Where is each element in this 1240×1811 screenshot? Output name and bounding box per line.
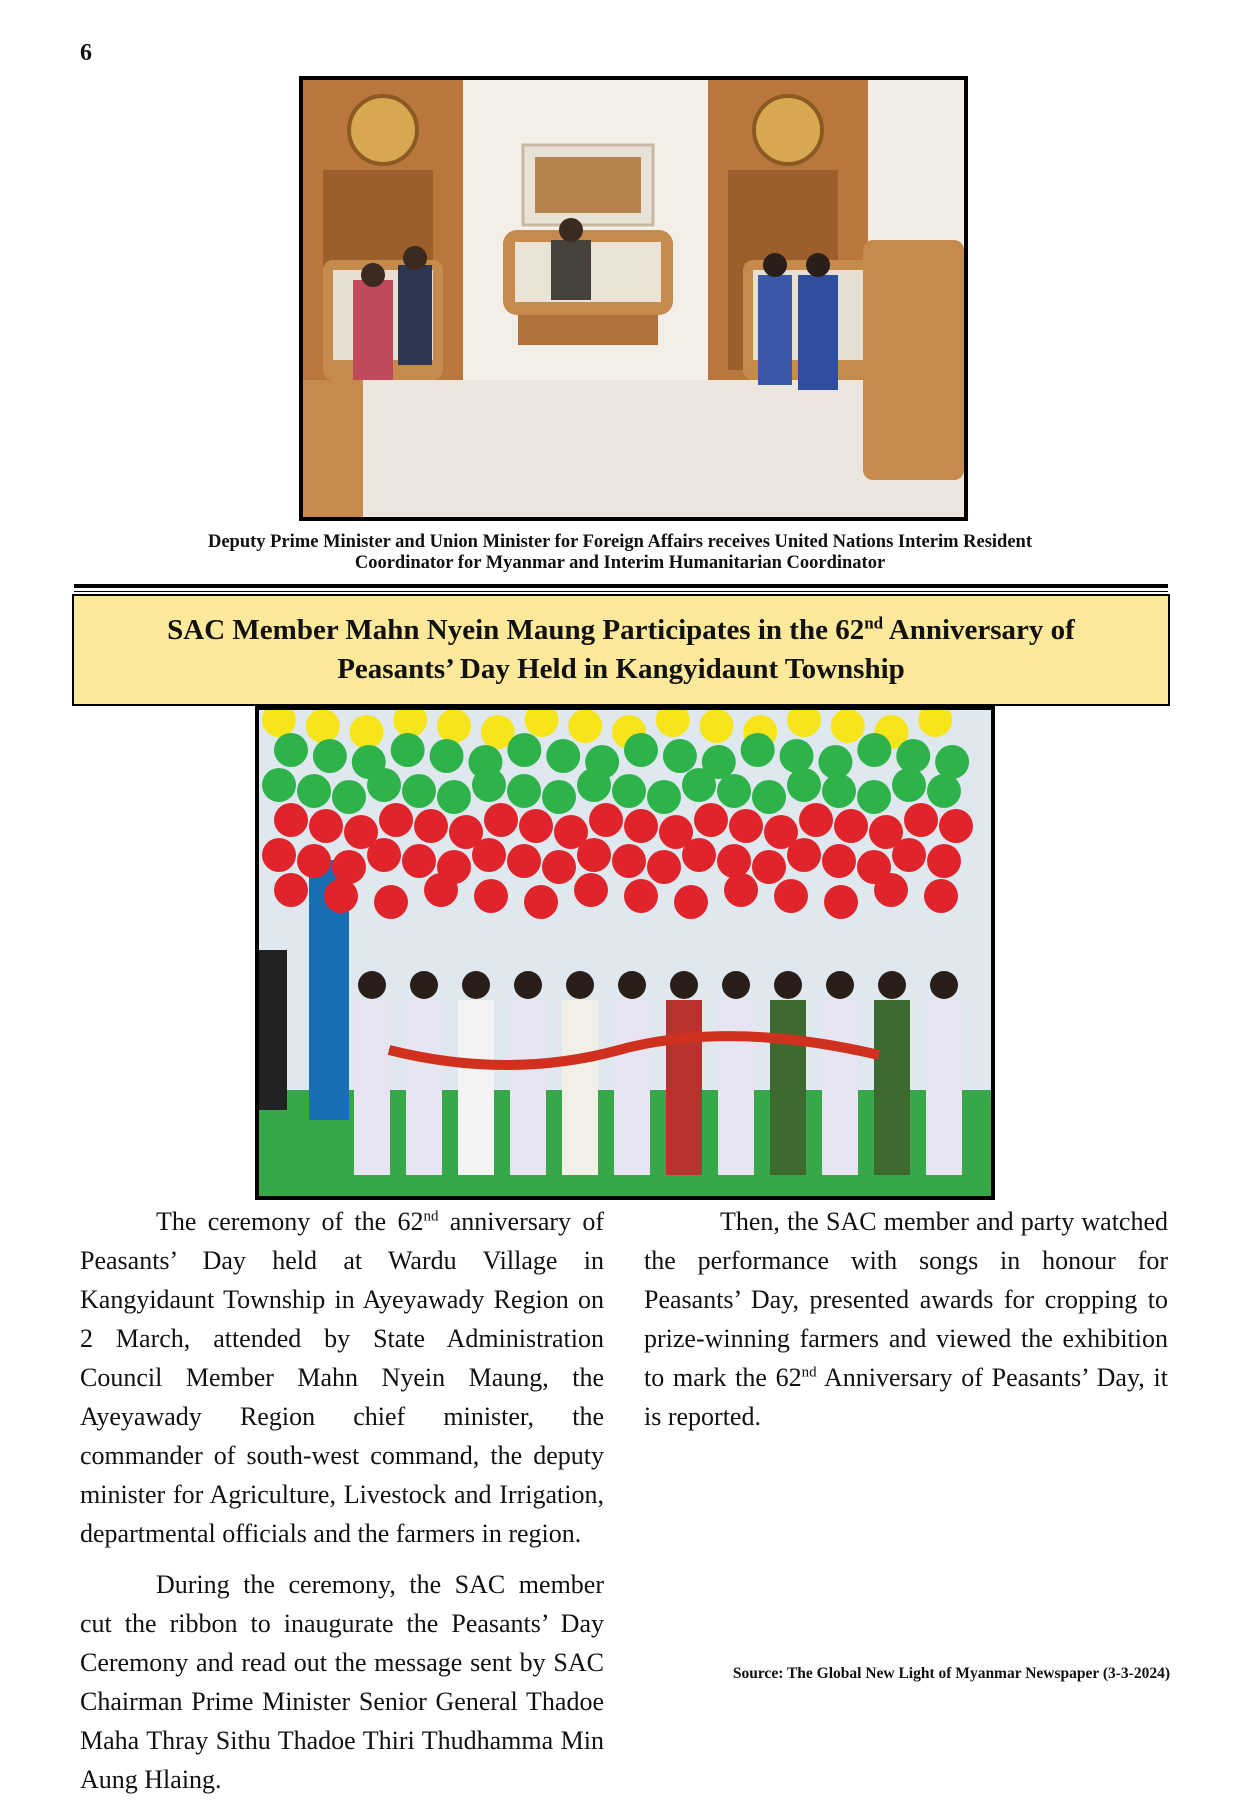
balloon xyxy=(274,873,308,907)
balloon xyxy=(542,850,576,884)
balloon xyxy=(367,768,401,802)
person-figure xyxy=(458,1000,494,1175)
balloon xyxy=(568,710,602,743)
balloon xyxy=(624,733,658,767)
paragraph-1-superscript: nd xyxy=(423,1208,439,1225)
balloon xyxy=(674,885,708,919)
balloon xyxy=(430,739,464,773)
divider-thin xyxy=(74,591,1168,592)
balloon xyxy=(374,885,408,919)
balloon xyxy=(484,803,518,837)
balloon xyxy=(577,838,611,872)
balloon xyxy=(542,780,576,814)
headline-text-1: SAC Member Mahn Nyein Maung Participates in the 62 xyxy=(167,614,865,646)
paragraph-3-text-a: Then, the SAC member and party watched the performance with songs in honour for Peasants’ Day, presented awards for cropping to prize-winning farmers and viewed the exhibition to mark the 62 xyxy=(644,1207,1168,1392)
balloon xyxy=(904,803,938,837)
balloon xyxy=(624,879,658,913)
balloon xyxy=(519,809,553,843)
balloon xyxy=(402,844,436,878)
person-figure xyxy=(406,1000,442,1175)
balloon xyxy=(546,739,580,773)
headline-box xyxy=(72,594,1170,706)
balloon xyxy=(663,739,697,773)
balloon xyxy=(297,774,331,808)
balloon xyxy=(741,733,775,767)
balloon xyxy=(892,838,926,872)
paragraph-3 xyxy=(644,1202,1168,1436)
headline-text-3: Peasants’ Day Held in Kangyidaunt Township xyxy=(337,653,905,685)
article-column-right xyxy=(644,1202,1168,1811)
photo-caption xyxy=(140,532,1100,574)
balloon xyxy=(437,780,471,814)
balloon xyxy=(799,803,833,837)
balloon xyxy=(367,838,401,872)
balloon xyxy=(379,803,413,837)
paragraph-1-text-b: anniversary of Peasants’ Day held at Wardu Village in Kangyidaunt Township in Ayeyawady Region on 2 March, attended by State Administration Council Member Mahn Nyein Maung, the Ayeyawady Region chief minister, the commander of south-west command, the deputy minister for Agriculture, Livestock and Irrigation, departmental officials and the farmers in region. xyxy=(80,1207,604,1548)
person-head xyxy=(566,971,594,999)
balloon xyxy=(574,873,608,907)
person-figure xyxy=(770,1000,806,1175)
balloon xyxy=(892,768,926,802)
balloon xyxy=(724,873,758,907)
balloon xyxy=(787,768,821,802)
article-column-left xyxy=(80,1202,604,1811)
balloon xyxy=(262,768,296,802)
person-head xyxy=(514,971,542,999)
ribbon-cutting-photo xyxy=(255,706,995,1200)
balloon xyxy=(834,809,868,843)
person-head xyxy=(670,971,698,999)
balloon xyxy=(831,710,865,743)
person-figure xyxy=(926,1000,962,1175)
page-number: 6 xyxy=(80,40,92,66)
person-head xyxy=(618,971,646,999)
balloon xyxy=(577,768,611,802)
balloon xyxy=(474,879,508,913)
balloon xyxy=(332,850,366,884)
person-head xyxy=(410,971,438,999)
balloon xyxy=(391,733,425,767)
balloon xyxy=(647,850,681,884)
balloon xyxy=(624,809,658,843)
balloon xyxy=(939,809,973,843)
balloon xyxy=(787,838,821,872)
divider-thick xyxy=(74,584,1168,588)
balloon xyxy=(414,809,448,843)
balloon xyxy=(857,733,891,767)
person-head xyxy=(722,971,750,999)
paragraph-1-text-a: The ceremony of the 62 xyxy=(156,1207,424,1236)
balloon xyxy=(612,844,646,878)
balloon xyxy=(297,844,331,878)
balloon xyxy=(857,780,891,814)
person-figure xyxy=(666,1000,702,1175)
balloon xyxy=(752,850,786,884)
balloon xyxy=(935,745,969,779)
balloon xyxy=(472,768,506,802)
balloon xyxy=(306,710,340,743)
balloon xyxy=(824,885,858,919)
balloon xyxy=(274,733,308,767)
person-figure xyxy=(510,1000,546,1175)
person-figure xyxy=(822,1000,858,1175)
balloon xyxy=(589,803,623,837)
balloon xyxy=(313,739,347,773)
paragraph-3-text-b: Anniversary of Peasants’ Day, it is reported. xyxy=(644,1363,1168,1431)
balloon xyxy=(402,774,436,808)
balloon xyxy=(612,774,646,808)
person-head xyxy=(462,971,490,999)
person-figure xyxy=(562,1000,598,1175)
paragraph-2-text: During the ceremony, the SAC member cut the ribbon to inaugurate the Peasants’ Day Ceremony and read out the message sent by SAC Chairman Prime Minister Senior General Thadoe Maha Thray Sithu Thadoe Thiri Thudhamma Min Aung Hlaing. xyxy=(80,1570,604,1794)
headline-text-2: Anniversary of xyxy=(883,614,1075,646)
balloon xyxy=(274,803,308,837)
balloon xyxy=(818,745,852,779)
balloon xyxy=(309,809,343,843)
balloon xyxy=(774,879,808,913)
balloon xyxy=(262,838,296,872)
balloon xyxy=(822,844,856,878)
balloon xyxy=(752,780,786,814)
balloon xyxy=(927,844,961,878)
balloon xyxy=(700,710,734,743)
person-head xyxy=(878,971,906,999)
article-headline xyxy=(127,611,1115,689)
paragraph-3-superscript: nd xyxy=(801,1364,817,1381)
person-figure xyxy=(874,1000,910,1175)
balloon xyxy=(424,873,458,907)
person-figure xyxy=(718,1000,754,1175)
balloon xyxy=(694,803,728,837)
person-head xyxy=(358,971,386,999)
balloon xyxy=(682,838,716,872)
paragraph-2 xyxy=(80,1565,604,1799)
person-figure xyxy=(614,1000,650,1175)
balloon xyxy=(682,768,716,802)
balloon xyxy=(729,809,763,843)
balloon xyxy=(507,733,541,767)
person-figure xyxy=(354,1000,390,1175)
balloon xyxy=(472,838,506,872)
balloon xyxy=(332,780,366,814)
headline-superscript: nd xyxy=(864,613,884,633)
balloon xyxy=(717,844,751,878)
person-head xyxy=(930,971,958,999)
balloon xyxy=(874,873,908,907)
meeting-room-photo xyxy=(299,76,968,521)
person-head xyxy=(774,971,802,999)
balloon xyxy=(507,844,541,878)
balloon xyxy=(927,774,961,808)
caption-line-1: Deputy Prime Minister and Union Minister for Foreign Affairs receives United Nations Interim Resident xyxy=(207,532,1033,552)
paragraph-1 xyxy=(80,1202,604,1553)
balloon xyxy=(524,885,558,919)
balloon xyxy=(780,739,814,773)
article-body xyxy=(80,1202,1168,1811)
person-head xyxy=(826,971,854,999)
balloon xyxy=(350,715,384,749)
balloon xyxy=(924,879,958,913)
balloon xyxy=(437,710,471,743)
balloon xyxy=(717,774,751,808)
balloon xyxy=(507,774,541,808)
balloon xyxy=(647,780,681,814)
caption-line-2: Coordinator for Myanmar and Interim Humanitarian Coordinator xyxy=(354,553,886,573)
balloon xyxy=(324,879,358,913)
balloon xyxy=(896,739,930,773)
balloon xyxy=(822,774,856,808)
source-credit: Source: The Global New Light of Myanmar Newspaper (3-3-2024) xyxy=(732,1665,1170,1682)
